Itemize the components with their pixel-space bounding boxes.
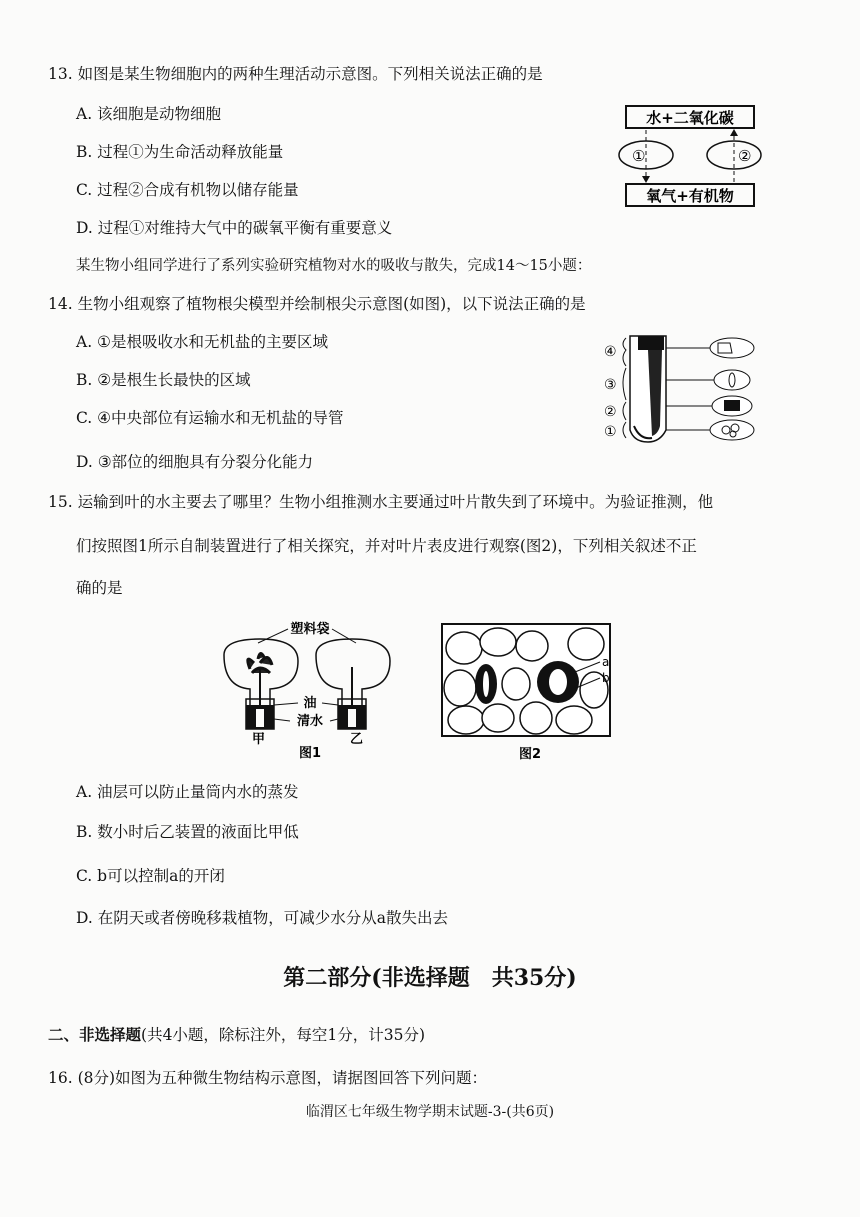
intro-text: 某生物小组同学进行了系列实验研究植物对水的吸收与散失，完成14～15小题： — [76, 258, 592, 274]
part2-section-label: 二、非选择题 — [48, 1025, 142, 1044]
q15-stem-line3: 确的是 — [76, 579, 123, 597]
page-footer: 临渭区七年级生物学期末试题-3-(共6页) — [305, 1104, 555, 1120]
q13-box-bottom-text: 氧气+有机物 — [646, 187, 734, 205]
q14-stem: 14. 生物小组观察了植物根尖模型并绘制根尖示意图(如图)，以下说法正确的是 — [48, 295, 586, 313]
part2-title: 第二部分(非选择题 共35分) — [283, 965, 577, 991]
fig1-jia-label: 甲 — [252, 732, 266, 747]
part2-section-heading — [48, 1025, 425, 1045]
fig2-stoma-right — [537, 661, 579, 703]
root-label-2: ② — [604, 404, 617, 420]
root-label-1: ① — [604, 424, 617, 440]
q15-stem-line1: 15. 运输到叶的水主要去了哪里？生物小组推测水主要通过叶片散失到了环境中。为验证推测，他 — [48, 493, 714, 511]
q13-option-a: A. 该细胞是动物细胞 — [76, 105, 222, 123]
q15-option-a: A. 油层可以防止量筒内水的蒸发 — [76, 783, 299, 801]
q13-label-1: ① — [632, 147, 646, 165]
root-label-4: ④ — [604, 344, 617, 360]
q15-stem-line2: 们按照图1所示自制装置进行了相关探究，并对叶片表皮进行观察(图2)，下列相关叙述不正 — [76, 537, 697, 555]
q14-option-b: B. ②是根生长最快的区域 — [76, 371, 251, 389]
fig1-oil-label: 油 — [303, 696, 317, 711]
fig1-bag-label: 塑料袋 — [290, 622, 330, 637]
fig2-label-a: a — [602, 655, 610, 669]
root-label-3: ③ — [604, 377, 617, 393]
fig1-caption: 图1 — [298, 746, 322, 761]
q13-option-d: D. 过程①对维持大气中的碳氧平衡有重要意义 — [76, 219, 393, 237]
q15-figure-2 — [438, 620, 618, 765]
fig2-label-b: b — [602, 671, 610, 685]
q13-label-2: ② — [738, 147, 752, 165]
fig1-water-label: 清水 — [296, 714, 324, 729]
q13-stem: 13. 如图是某生物细胞内的两种生理活动示意图。下列相关说法正确的是 — [48, 65, 543, 83]
fig2-caption: 图2 — [518, 747, 542, 762]
fig2-epidermal-cells — [444, 628, 608, 734]
q15-option-d: D. 在阴天或者傍晚移栽植物，可减少水分从a散失出去 — [76, 909, 448, 927]
q13-option-c: C. 过程②合成有机物以储存能量 — [76, 181, 299, 199]
q13-option-b: B. 过程①为生命活动释放能量 — [76, 143, 284, 161]
fig2-stoma-left — [475, 664, 497, 704]
fig1-yi-label: 乙 — [350, 732, 364, 747]
q15-option-b: B. 数小时后乙装置的液面比甲低 — [76, 823, 299, 841]
q13-figure — [610, 100, 770, 212]
q14-root-tip-figure — [600, 330, 760, 445]
q16-stem: 16. (8分)如图为五种微生物结构示意图，请据图回答下列问题： — [48, 1069, 488, 1087]
q14-option-d: D. ③部位的细胞具有分裂分化能力 — [76, 453, 314, 471]
q14-option-c: C. ④中央部位有运输水和无机盐的导管 — [76, 409, 344, 427]
root-cell-4 — [710, 338, 754, 358]
q15-option-c: C. b可以控制a的开闭 — [76, 867, 225, 885]
q15-figure-1 — [210, 615, 410, 765]
q13-box-top-text: 水+二氧化碳 — [646, 109, 734, 127]
part2-section-note: (共4小题，除标注外，每空1分，计35分) — [141, 1026, 426, 1044]
q14-option-a: A. ①是根吸收水和无机盐的主要区域 — [76, 333, 328, 351]
